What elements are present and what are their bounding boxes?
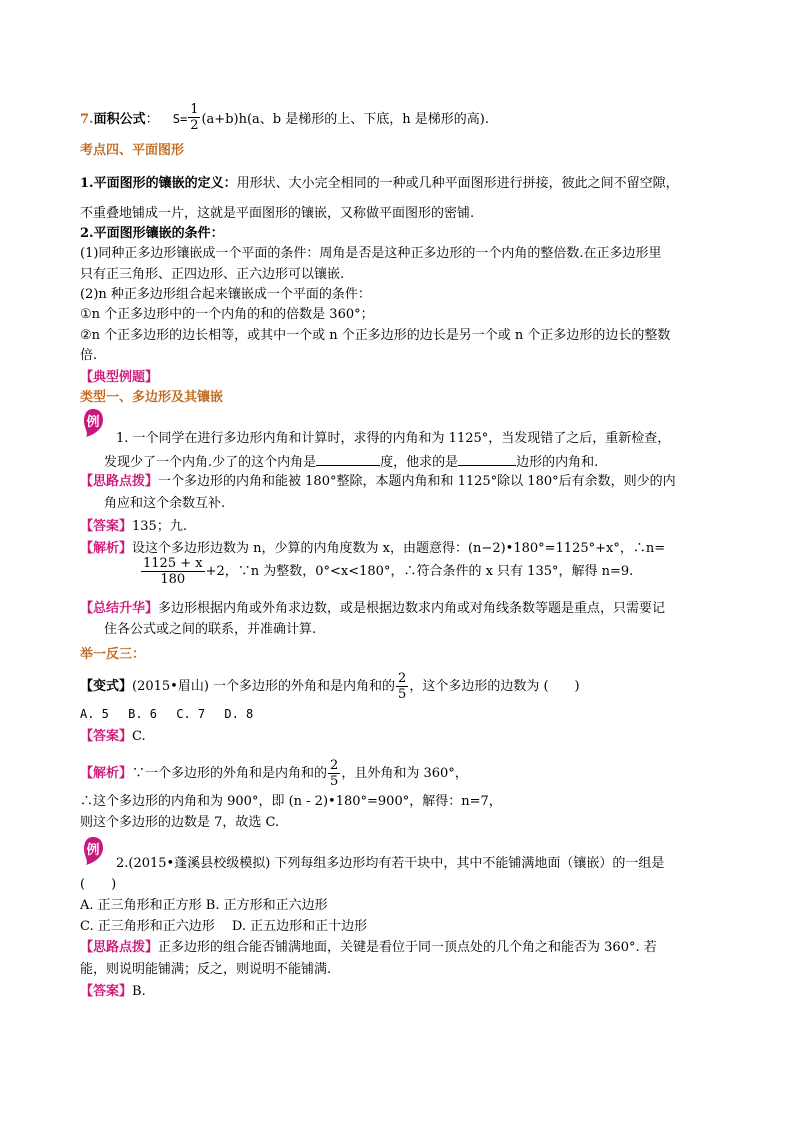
section-7-number: 7. [80,112,94,127]
variant-analysis-3: 则这个多边形的边数是 7，故选 C. [80,815,280,830]
example-1-summary-2: 住各公式或之间的联系，并准确计算. [104,622,317,637]
example-badge-icon [82,408,104,436]
example-1-analysis-1: 【解析】设这个多边形边数为 n，少算的内角度数为 x，由题意得：(n−2)•180°=1125°+x°，∴n= [80,541,666,556]
example-2-options-ab: A. 正三角形和正方形 B. 正方形和正六边形 [80,898,328,913]
half-fraction: $\frac{1}{2}$ [190,102,199,133]
typical-examples-heading: 【典型例题】 [80,370,159,385]
answer-blank-2[interactable] [458,453,516,466]
example-badge-icon-2 [82,836,104,864]
variant-analysis-2: ∴这个多边形的内角和为 900°，即 (n - 2)•180°=900°，解得：n=7， [80,794,502,809]
two-fifths-fraction-2: $\frac{2}{5}$ [330,758,339,789]
variant-answer: 【答案】C. [80,729,146,744]
example-1-question-2: 发现少了一个内角.少了的这个内角是 度，他求的是 边形的内角和. [104,455,599,470]
variant-analysis-1: 【解析】∵一个多边形的外角和是内角和的 $\frac{2}{5}$ ，且外角和为 360°， [80,758,468,789]
example-1-question-1: 1. 一个同学在进行多边形内角和计算时，求得的内角和为 1125°，当发现错了之后，重新检查， [116,431,671,446]
variant-options: A. 5 B. 6 C. 7 D. 8 [80,707,254,721]
condition-line-3: (2)n 种正多边形组合起来镶嵌成一个平面的条件： [80,287,371,302]
practice-heading: 举一反三： [80,647,146,662]
type-1-heading: 类型一、多边形及其镶嵌 [80,390,224,405]
definition-line-2: 不重叠地铺成一片，这就是平面图形的镶嵌，又称做平面图形的密铺. [80,206,475,221]
example-2-answer: 【答案】B. [80,984,146,999]
svg-text:例: 例 [86,415,100,430]
svg-text:例: 例 [86,843,100,858]
example-2-hint-1: 【思路点拨】正多边形的组合能否铺满地面，关键是看位于同一顶点处的几个角之和能否为 360°. 若 [80,940,657,955]
kaodian-heading: 考点四、平面图形 [80,143,185,158]
section-7-title: 面积公式 [93,112,146,127]
definition-line-1: 1.平面图形的镶嵌的定义：用形状、大小完全相同的一种或几种平面图形进行拼接，彼此之间不留空隙， [80,176,679,191]
example-2-question-1: 2.(2015•蓬溪县校级模拟) 下列每组多边形均有若干块中，其中不能铺满地面（镶嵌）的一组是 [116,856,665,871]
example-2-question-2: ( ) [80,877,117,892]
n-fraction: $\frac{1125 + x}{180}$ [143,556,203,587]
variant-question: 【变式】(2015•眉山) 一个多边形的外角和是内角和的 $\frac{2}{5}$ ，这个多边形的边数为 ( ) [80,671,580,702]
example-1-answer: 【答案】135；九. [80,519,187,534]
condition-line-2: 只有正三角形、正四边形、正六边形可以镶嵌. [80,267,345,282]
example-1-summary-1: 【总结升华】多边形根据内角或外角求边数，或是根据边数求内角或对角线条数等题是重点，只需要记 [80,601,666,616]
example-1-analysis-2: $\frac{1125 + x}{180}$ +2，∵n 为整数，0°<x<180°，∴符合条件的 x 只有 135°，解得 n=9. [143,556,634,587]
condition-line-5: ②n 个正多边形的边长相等，或其中一个或 n 个正多边形的边长是另一个或 n 个正多边形的边长的整数 [80,328,671,343]
example-2-options-cd: C. 正三角形和正六边形 D. 正五边形和正十边形 [80,919,368,934]
condition-line-4: ①n 个正多边形中的一个内角的和的倍数是 360°； [80,307,374,322]
condition-line-1: (1)同种正多边形镶嵌成一个平面的条件：周角是否是这种正多边形的一个内角的整倍数.在正多边形里 [80,246,662,261]
section-7-line: 7.面积公式： S= $\frac{1}{2}$ (a+b)h(a、b 是梯形的上、下底，h 是梯形的高). [80,102,489,133]
condition-line-6: 倍. [80,348,98,363]
example-1-hint-2: 角应和这个余数互补. [104,496,226,511]
answer-blank-1[interactable] [316,453,380,466]
example-1-hint-1: 【思路点拨】一个多边形的内角和能被 180°整除，本题内角和和 1125°除以 180°后有余数，则少的内 [80,474,676,489]
example-2-hint-2: 能，则说明能铺满；反之，则说明不能铺满. [80,962,332,977]
two-fifths-fraction: $\frac{2}{5}$ [398,671,407,702]
condition-heading: 2.平面图形镶嵌的条件： [80,226,224,241]
